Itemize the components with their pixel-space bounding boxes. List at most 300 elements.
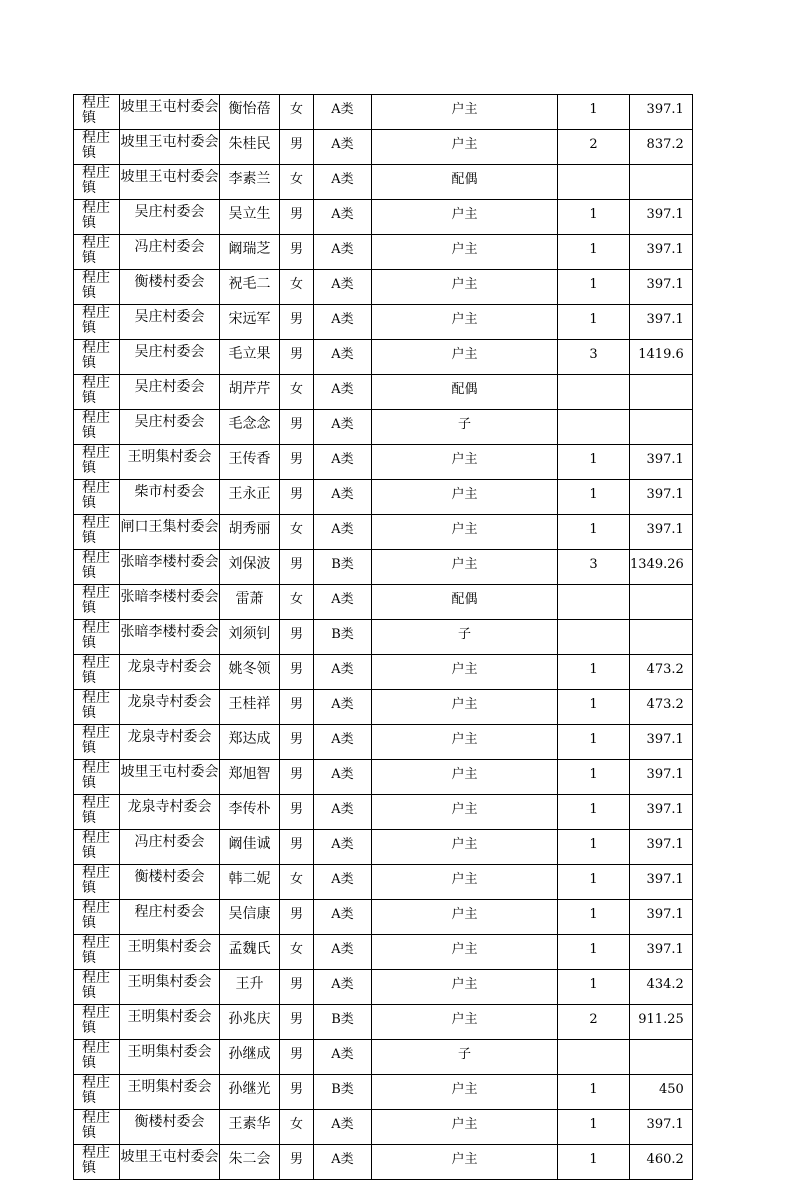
name-cell [220, 480, 280, 515]
table-row [74, 1005, 693, 1040]
household-count-cell [558, 1145, 630, 1180]
town-cell-text: 程庄镇 [82, 690, 110, 720]
name-cell [220, 550, 280, 585]
sex-cell-text: 男 [289, 627, 303, 642]
sex-cell-text: 男 [289, 907, 303, 922]
amount-cell [630, 550, 693, 585]
village-cell-text: 龙泉寺村委会 [127, 694, 212, 710]
village-cell [120, 620, 220, 655]
village-cell [120, 585, 220, 620]
amount-cell [630, 1040, 693, 1075]
village-cell-text: 坡里王屯村委会 [120, 1149, 219, 1165]
name-cell [220, 1110, 280, 1145]
category-cell [314, 725, 372, 760]
household-count-cell [558, 235, 630, 270]
town-cell-text: 程庄镇 [82, 515, 110, 545]
village-cell-text: 龙泉寺村委会 [127, 799, 212, 815]
town-cell-text: 程庄镇 [82, 1005, 110, 1035]
village-cell-text: 王明集村委会 [127, 449, 212, 465]
relation-cell [372, 95, 558, 130]
name-cell [220, 410, 280, 445]
village-cell-text: 王明集村委会 [127, 974, 212, 990]
category-cell-text: A类 [331, 522, 354, 537]
town-cell-text: 程庄镇 [82, 1110, 110, 1140]
village-cell-text: 吴庄村委会 [134, 379, 205, 395]
category-cell-text: A类 [331, 1117, 354, 1132]
name-cell-text: 郑旭智 [228, 766, 271, 782]
household-count-cell-text: 1 [589, 907, 598, 922]
town-cell [74, 690, 120, 725]
relation-cell-text: 户主 [451, 277, 478, 292]
name-cell [220, 515, 280, 550]
village-cell-text: 衡楼村委会 [134, 1114, 205, 1130]
relief-roster-table [73, 94, 693, 1180]
name-cell [220, 165, 280, 200]
relation-cell-text: 户主 [451, 487, 478, 502]
relation-cell-text: 户主 [451, 1012, 478, 1027]
relation-cell-text: 子 [457, 1047, 471, 1062]
sex-cell-text: 男 [289, 347, 303, 362]
village-cell-text: 张暗李楼村委会 [120, 554, 219, 570]
village-cell-text: 坡里王屯村委会 [120, 764, 219, 780]
village-cell [120, 410, 220, 445]
village-cell [120, 200, 220, 235]
category-cell [314, 410, 372, 445]
amount-cell [630, 95, 693, 130]
relation-cell-text: 户主 [451, 1117, 478, 1132]
village-cell-text: 张暗李楼村委会 [120, 589, 219, 605]
village-cell-text: 坡里王屯村委会 [120, 99, 219, 115]
household-count-cell [558, 795, 630, 830]
category-cell [314, 655, 372, 690]
village-cell [120, 865, 220, 900]
table-row [74, 935, 693, 970]
town-cell-text: 程庄镇 [82, 340, 110, 370]
town-cell-text: 程庄镇 [82, 200, 110, 230]
amount-cell [630, 655, 693, 690]
household-count-cell-text: 1 [589, 732, 598, 747]
amount-cell-text: 397.1 [646, 872, 684, 887]
village-cell-text: 王明集村委会 [127, 1009, 212, 1025]
town-cell [74, 95, 120, 130]
amount-cell [630, 340, 693, 375]
amount-cell [630, 305, 693, 340]
town-cell [74, 305, 120, 340]
relation-cell-text: 户主 [451, 837, 478, 852]
town-cell-text: 程庄镇 [82, 1040, 110, 1070]
household-count-cell-text: 1 [589, 767, 598, 782]
amount-cell [630, 375, 693, 410]
amount-cell-text: 473.2 [646, 662, 684, 677]
village-cell [120, 550, 220, 585]
amount-cell [630, 935, 693, 970]
amount-cell-text: 1419.6 [638, 347, 684, 362]
town-cell-text: 程庄镇 [82, 620, 110, 650]
amount-cell [630, 200, 693, 235]
sex-cell [280, 480, 314, 515]
town-cell-text: 程庄镇 [82, 865, 110, 895]
amount-cell-text: 397.1 [646, 942, 684, 957]
name-cell [220, 95, 280, 130]
sex-cell-text: 男 [289, 837, 303, 852]
relation-cell-text: 户主 [451, 1152, 478, 1167]
name-cell-text: 吴信康 [228, 906, 271, 922]
name-cell-text: 姚冬领 [228, 661, 271, 677]
village-cell-text: 龙泉寺村委会 [127, 729, 212, 745]
name-cell [220, 865, 280, 900]
amount-cell [630, 410, 693, 445]
village-cell [120, 935, 220, 970]
household-count-cell-text: 1 [589, 942, 598, 957]
town-cell-text: 程庄镇 [82, 970, 110, 1000]
name-cell [220, 935, 280, 970]
village-cell-text: 吴庄村委会 [134, 204, 205, 220]
category-cell-text: B类 [331, 1012, 354, 1027]
sex-cell-text: 男 [289, 417, 303, 432]
town-cell [74, 235, 120, 270]
category-cell-text: A类 [331, 872, 354, 887]
village-cell [120, 900, 220, 935]
category-cell [314, 165, 372, 200]
amount-cell-text: 397.1 [646, 1117, 684, 1132]
sex-cell [280, 305, 314, 340]
village-cell-text: 坡里王屯村委会 [120, 134, 219, 150]
amount-cell-text: 911.25 [638, 1012, 684, 1027]
household-count-cell-text: 1 [589, 872, 598, 887]
relation-cell-text: 户主 [451, 942, 478, 957]
household-count-cell [558, 865, 630, 900]
category-cell-text: A类 [331, 207, 354, 222]
name-cell [220, 375, 280, 410]
amount-cell-text: 473.2 [646, 697, 684, 712]
name-cell [220, 620, 280, 655]
relation-cell [372, 1110, 558, 1145]
village-cell [120, 375, 220, 410]
sex-cell-text: 女 [289, 522, 303, 537]
household-count-cell [558, 95, 630, 130]
sex-cell [280, 760, 314, 795]
relation-cell-text: 户主 [451, 312, 478, 327]
town-cell [74, 655, 120, 690]
amount-cell [630, 165, 693, 200]
table-row [74, 200, 693, 235]
household-count-cell [558, 1110, 630, 1145]
category-cell-text: A类 [331, 1152, 354, 1167]
name-cell [220, 130, 280, 165]
category-cell-text: A类 [331, 837, 354, 852]
name-cell-text: 孙继成 [228, 1046, 271, 1062]
town-cell-text: 程庄镇 [82, 655, 110, 685]
category-cell-text: A类 [331, 172, 354, 187]
category-cell [314, 445, 372, 480]
relation-cell-text: 户主 [451, 522, 478, 537]
sex-cell-text: 男 [289, 487, 303, 502]
relation-cell [372, 200, 558, 235]
category-cell [314, 1110, 372, 1145]
relation-cell-text: 子 [457, 417, 471, 432]
town-cell [74, 480, 120, 515]
amount-cell [630, 620, 693, 655]
relation-cell-text: 户主 [451, 557, 478, 572]
sex-cell [280, 95, 314, 130]
category-cell-text: A类 [331, 312, 354, 327]
relation-cell-text: 子 [457, 627, 471, 642]
category-cell-text: A类 [331, 732, 354, 747]
village-cell [120, 130, 220, 165]
relation-cell [372, 375, 558, 410]
sex-cell [280, 655, 314, 690]
category-cell-text: A类 [331, 697, 354, 712]
amount-cell [630, 235, 693, 270]
sex-cell [280, 1145, 314, 1180]
amount-cell-text: 397.1 [646, 452, 684, 467]
category-cell [314, 550, 372, 585]
amount-cell-text [630, 375, 692, 404]
relation-cell-text: 户主 [451, 137, 478, 152]
name-cell [220, 970, 280, 1005]
village-cell-text: 张暗李楼村委会 [120, 624, 219, 640]
category-cell [314, 305, 372, 340]
sex-cell-text: 男 [289, 557, 303, 572]
town-cell [74, 620, 120, 655]
amount-cell-text: 460.2 [646, 1152, 684, 1167]
village-cell [120, 1005, 220, 1040]
village-cell-text: 闸口王集村委会 [120, 519, 219, 535]
town-cell [74, 550, 120, 585]
household-count-cell-text: 3 [589, 557, 598, 572]
sex-cell-text: 女 [289, 1117, 303, 1132]
amount-cell-text: 397.1 [646, 242, 684, 257]
household-count-cell [558, 970, 630, 1005]
household-count-cell-text: 1 [589, 207, 598, 222]
table-row [74, 165, 693, 200]
household-count-cell [558, 935, 630, 970]
table-row [74, 235, 693, 270]
village-cell [120, 305, 220, 340]
sex-cell-text: 男 [289, 137, 303, 152]
sex-cell [280, 410, 314, 445]
household-count-cell [558, 130, 630, 165]
household-count-cell-text: 1 [589, 977, 598, 992]
category-cell [314, 1075, 372, 1110]
household-count-cell [558, 165, 630, 200]
relation-cell [372, 830, 558, 865]
town-cell-text: 程庄镇 [82, 445, 110, 475]
village-cell-text: 王明集村委会 [127, 939, 212, 955]
amount-cell-text: 397.1 [646, 837, 684, 852]
town-cell-text: 程庄镇 [82, 935, 110, 965]
town-cell-text: 程庄镇 [82, 725, 110, 755]
sex-cell-text: 男 [289, 312, 303, 327]
category-cell-text: A类 [331, 592, 354, 607]
relation-cell [372, 620, 558, 655]
category-cell-text: A类 [331, 347, 354, 362]
relation-cell [372, 655, 558, 690]
amount-cell [630, 900, 693, 935]
town-cell [74, 165, 120, 200]
sex-cell-text: 女 [289, 277, 303, 292]
household-count-cell-text: 1 [589, 452, 598, 467]
table-row [74, 445, 693, 480]
table-row [74, 970, 693, 1005]
sex-cell-text: 男 [289, 802, 303, 817]
category-cell-text: A类 [331, 942, 354, 957]
household-count-cell [558, 900, 630, 935]
sex-cell [280, 445, 314, 480]
amount-cell-text: 397.1 [646, 277, 684, 292]
category-cell [314, 235, 372, 270]
category-cell [314, 935, 372, 970]
table-body [74, 95, 693, 1180]
table-row [74, 585, 693, 620]
sex-cell [280, 620, 314, 655]
town-cell [74, 795, 120, 830]
category-cell-text: A类 [331, 487, 354, 502]
relation-cell [372, 1040, 558, 1075]
village-cell [120, 760, 220, 795]
sex-cell-text: 男 [289, 242, 303, 257]
name-cell-text: 王传香 [228, 451, 271, 467]
sex-cell [280, 865, 314, 900]
town-cell-text: 程庄镇 [82, 375, 110, 405]
category-cell-text: A类 [331, 767, 354, 782]
relation-cell-text: 户主 [451, 977, 478, 992]
sex-cell [280, 340, 314, 375]
name-cell [220, 795, 280, 830]
town-cell-text: 程庄镇 [82, 130, 110, 160]
household-count-cell [558, 200, 630, 235]
relation-cell-text: 户主 [451, 907, 478, 922]
table-row [74, 550, 693, 585]
household-count-cell [558, 480, 630, 515]
town-cell [74, 865, 120, 900]
name-cell [220, 690, 280, 725]
household-count-cell [558, 305, 630, 340]
name-cell [220, 1075, 280, 1110]
amount-cell-text: 434.2 [646, 977, 684, 992]
table-row [74, 900, 693, 935]
name-cell-text: 雷萧 [235, 591, 264, 607]
household-count-cell-text [558, 1040, 629, 1069]
relation-cell [372, 340, 558, 375]
household-count-cell [558, 655, 630, 690]
sex-cell [280, 375, 314, 410]
category-cell [314, 515, 372, 550]
household-count-cell-text [558, 410, 629, 439]
amount-cell [630, 830, 693, 865]
household-count-cell [558, 725, 630, 760]
town-cell [74, 1040, 120, 1075]
amount-cell-text: 397.1 [646, 732, 684, 747]
amount-cell [630, 585, 693, 620]
category-cell [314, 900, 372, 935]
town-cell-text: 程庄镇 [82, 550, 110, 580]
village-cell-text: 吴庄村委会 [134, 414, 205, 430]
category-cell [314, 200, 372, 235]
amount-cell [630, 270, 693, 305]
town-cell-text: 程庄镇 [82, 585, 110, 615]
table-row [74, 515, 693, 550]
sex-cell [280, 200, 314, 235]
village-cell [120, 165, 220, 200]
household-count-cell-text: 1 [589, 1152, 598, 1167]
village-cell-text: 程庄村委会 [134, 904, 205, 920]
town-cell [74, 410, 120, 445]
household-count-cell [558, 340, 630, 375]
sex-cell [280, 165, 314, 200]
table-row [74, 1075, 693, 1110]
household-count-cell-text [558, 375, 629, 404]
relation-cell [372, 795, 558, 830]
sex-cell [280, 900, 314, 935]
sex-cell [280, 550, 314, 585]
amount-cell [630, 970, 693, 1005]
town-cell [74, 200, 120, 235]
name-cell-text: 衡怡蓓 [228, 101, 271, 117]
relation-cell-text: 户主 [451, 872, 478, 887]
village-cell-text: 冯庄村委会 [134, 239, 205, 255]
amount-cell-text [630, 410, 692, 439]
category-cell-text: A类 [331, 137, 354, 152]
name-cell [220, 270, 280, 305]
table-row [74, 1145, 693, 1180]
name-cell-text: 孙继光 [228, 1081, 271, 1097]
village-cell-text: 吴庄村委会 [134, 309, 205, 325]
village-cell-text: 王明集村委会 [127, 1079, 212, 1095]
sex-cell-text: 女 [289, 942, 303, 957]
sex-cell [280, 1110, 314, 1145]
village-cell [120, 235, 220, 270]
sex-cell [280, 270, 314, 305]
sex-cell-text: 男 [289, 1012, 303, 1027]
town-cell [74, 270, 120, 305]
sex-cell [280, 795, 314, 830]
table-row [74, 270, 693, 305]
household-count-cell [558, 690, 630, 725]
category-cell [314, 865, 372, 900]
household-count-cell-text: 1 [589, 1117, 598, 1132]
amount-cell [630, 795, 693, 830]
category-cell-text: A类 [331, 977, 354, 992]
household-count-cell [558, 620, 630, 655]
name-cell [220, 725, 280, 760]
relation-cell-text: 配偶 [451, 592, 478, 607]
category-cell-text: B类 [331, 1082, 354, 1097]
relation-cell [372, 410, 558, 445]
relation-cell-text: 户主 [451, 1082, 478, 1097]
name-cell-text: 阚瑞芝 [228, 241, 271, 257]
table-row [74, 830, 693, 865]
name-cell-text: 朱二会 [228, 1151, 271, 1167]
amount-cell-text [630, 1040, 692, 1069]
household-count-cell [558, 830, 630, 865]
town-cell-text: 程庄镇 [82, 270, 110, 300]
amount-cell [630, 515, 693, 550]
village-cell-text: 衡楼村委会 [134, 274, 205, 290]
table-row [74, 620, 693, 655]
name-cell-text: 毛立果 [228, 346, 271, 362]
category-cell-text: A类 [331, 102, 354, 117]
name-cell-text: 王升 [235, 976, 264, 992]
household-count-cell-text: 3 [589, 347, 598, 362]
category-cell [314, 620, 372, 655]
relation-cell-text: 户主 [451, 802, 478, 817]
sex-cell [280, 830, 314, 865]
town-cell-text: 程庄镇 [82, 760, 110, 790]
category-cell-text: A类 [331, 907, 354, 922]
table-row [74, 795, 693, 830]
sex-cell-text: 女 [289, 382, 303, 397]
